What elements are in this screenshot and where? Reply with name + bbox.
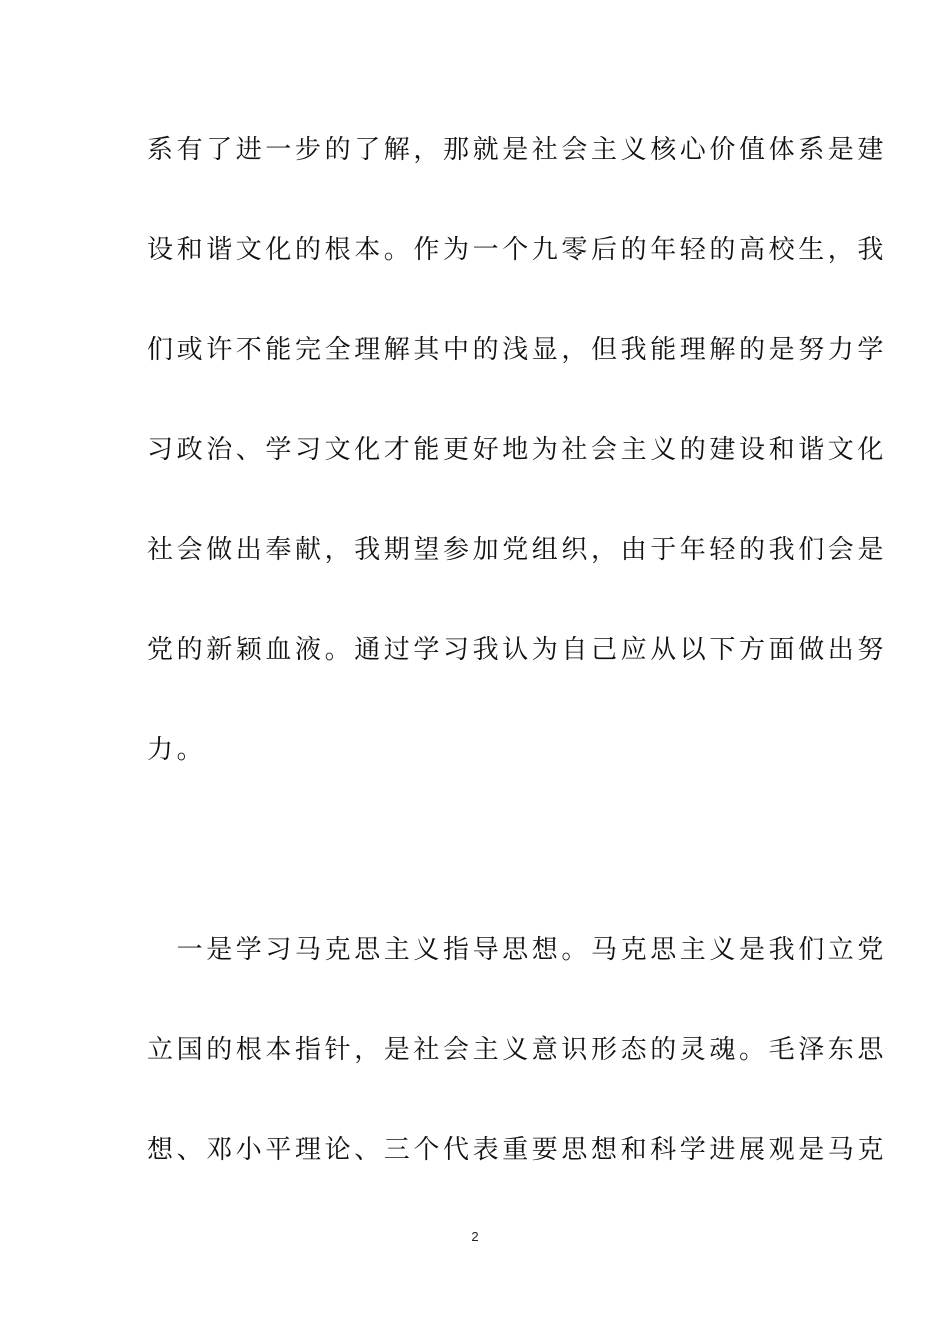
paragraph-line: 想、邓小平理论、三个代表重要思想和科学进展观是马克 [147, 1135, 888, 1165]
page-number: 2 [471, 1229, 479, 1244]
paragraph-line: 社会做出奉献，我期望参加党组织，由于年轻的我们会是 [147, 535, 888, 565]
paragraph-line: 一是学习马克思主义指导思想。马克思主义是我们立党 [147, 935, 888, 965]
paragraph-line: 设和谐文化的根本。作为一个九零后的年轻的高校生，我 [147, 235, 888, 265]
paragraph-line: 习政治、学习文化才能更好地为社会主义的建设和谐文化 [147, 435, 888, 465]
paragraph-line: 力。 [147, 735, 207, 765]
paragraph-line: 立国的根本指针，是社会主义意识形态的灵魂。毛泽东思 [147, 1035, 888, 1065]
paragraph-line: 党的新颖血液。通过学习我认为自己应从以下方面做出努 [147, 635, 888, 665]
paragraph-line: 系有了进一步的了解，那就是社会主义核心价值体系是建 [147, 135, 888, 165]
paragraph-line: 们或许不能完全理解其中的浅显，但我能理解的是努力学 [147, 335, 888, 365]
